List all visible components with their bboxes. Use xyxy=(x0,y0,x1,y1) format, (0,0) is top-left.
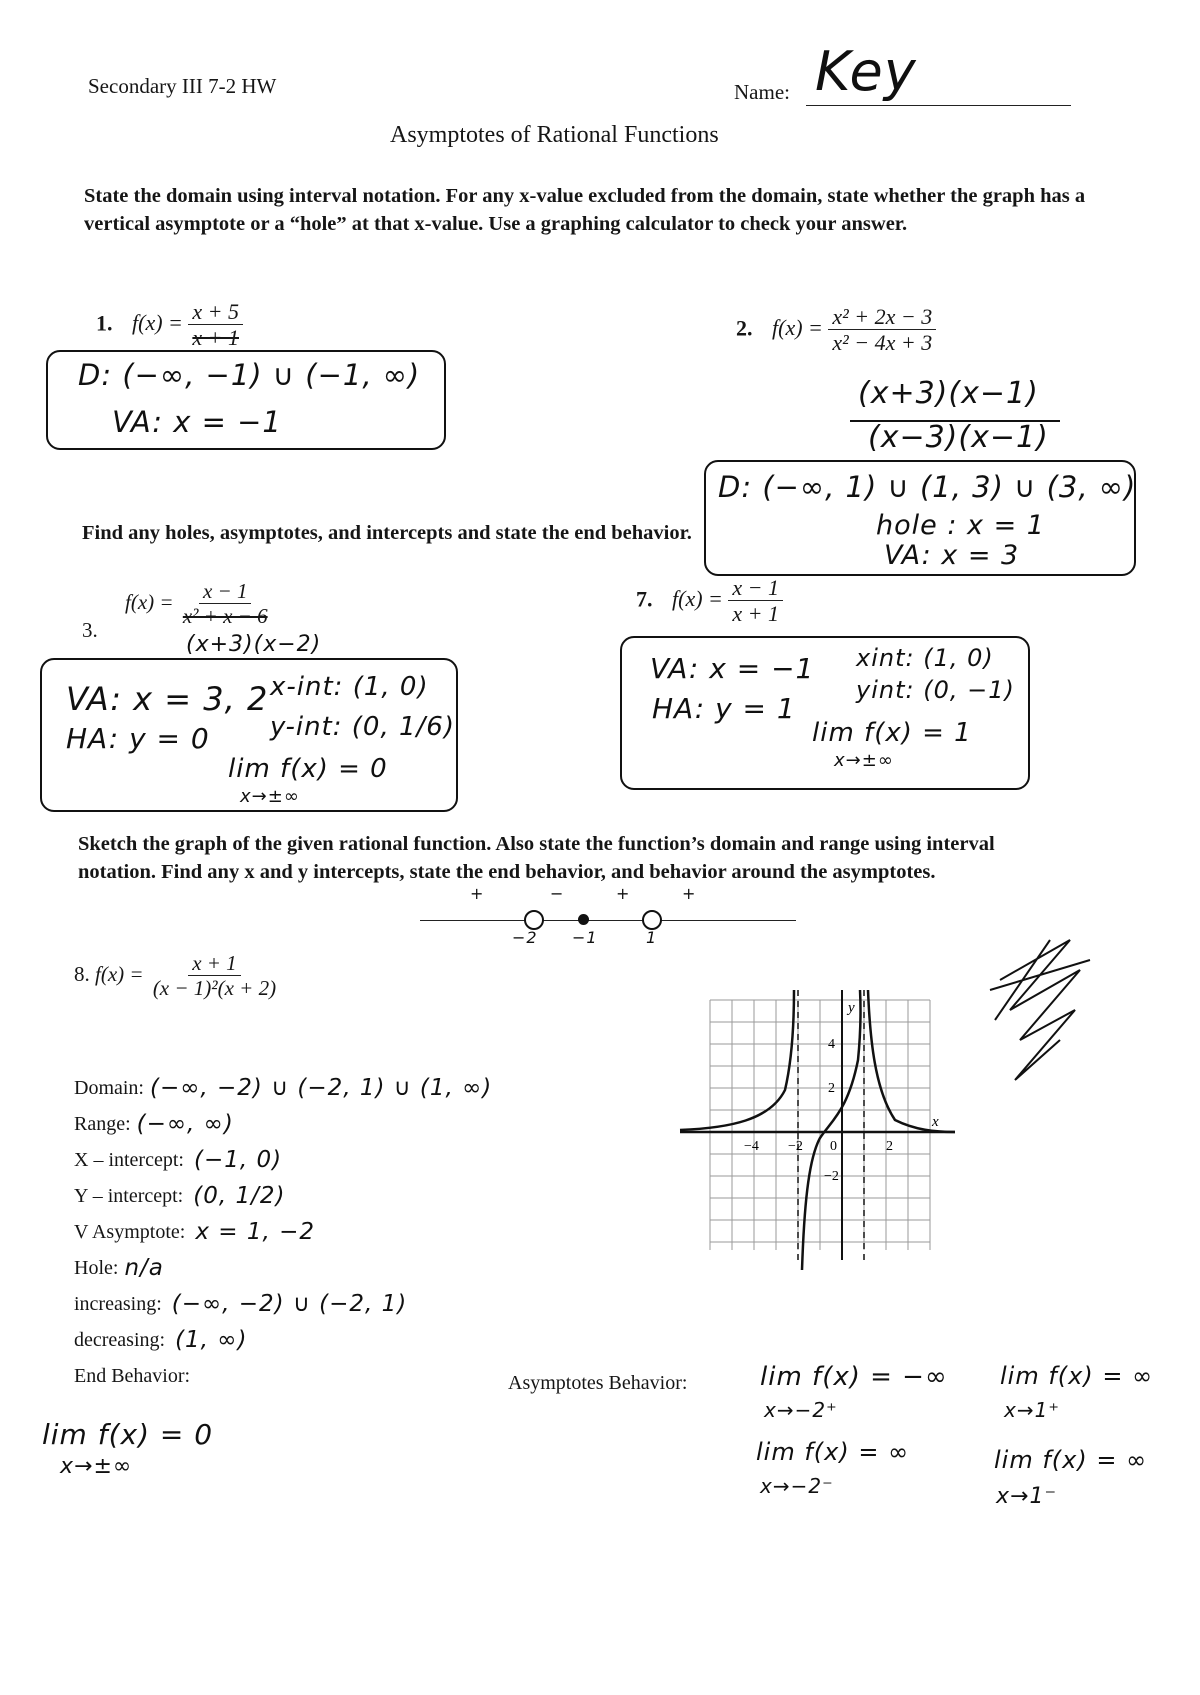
answer-value: (1, ∞) xyxy=(175,1327,248,1353)
sign-3: + xyxy=(616,884,631,903)
problem2-hole: hole : x = 1 xyxy=(876,510,1045,541)
answer-label: End Behavior: xyxy=(74,1364,191,1387)
sign-point-label-2: −1 xyxy=(572,928,598,947)
answer-value: (−1, 0) xyxy=(193,1147,283,1173)
graph-curve-right xyxy=(868,990,955,1132)
graph-tick-label: −2 xyxy=(788,1139,803,1154)
name-label: Name: xyxy=(734,80,790,104)
problem1-denominator: x + 1 xyxy=(192,325,239,351)
problem2-fraction xyxy=(828,305,936,355)
problem7-numerator: x − 1 xyxy=(728,576,783,601)
answer-label: decreasing: xyxy=(74,1328,166,1351)
problem2-factored-num: (x+3)(x−1) xyxy=(858,376,1039,411)
problem2-numerator: x² + 2x − 3 xyxy=(828,305,936,330)
problem8-fraction xyxy=(149,952,280,1000)
name-value: Key xyxy=(815,40,917,103)
problem1-domain: D: (−∞, −1) ∪ (−1, ∞) xyxy=(78,358,421,392)
sign-open-point-2 xyxy=(642,910,662,930)
problem1-fraction xyxy=(188,300,243,350)
name-underline xyxy=(806,105,1071,106)
graph-curve-middle xyxy=(802,990,861,1270)
problem8-numerator: x + 1 xyxy=(188,952,241,976)
problem3-numerator: x − 1 xyxy=(199,580,252,604)
answer-label: Hole: xyxy=(74,1256,119,1279)
end-behavior-lim: lim f(x) = 0 xyxy=(42,1418,214,1451)
asym-sub-1: x→−2⁺ xyxy=(764,1398,838,1422)
asym-lim-3: lim f(x) = ∞ xyxy=(756,1438,910,1466)
graph-tick-label: −4 xyxy=(744,1139,759,1154)
answer-label: V Asymptote: xyxy=(74,1220,186,1243)
sign-point-label-1: −2 xyxy=(512,928,538,947)
answer-label: Y – intercept: xyxy=(74,1184,184,1207)
problem3-va: VA: x = 3, 2 xyxy=(66,680,269,718)
problem7-yint: yint: (0, −1) xyxy=(856,676,1015,704)
problem7-label xyxy=(636,576,783,626)
problem8-denominator: (x − 1)²(x + 2) xyxy=(152,976,277,1001)
asym-sub-4: x→1⁻ xyxy=(996,1484,1058,1509)
problem8-answers xyxy=(74,1070,544,1394)
sign-closed-point xyxy=(578,914,589,925)
asym-lim-4: lim f(x) = ∞ xyxy=(994,1446,1148,1474)
problem1-label xyxy=(96,300,243,350)
problem7-xint: xint: (1, 0) xyxy=(856,644,994,672)
answer-value: n/a xyxy=(124,1255,164,1281)
answer-label: increasing: xyxy=(74,1292,162,1315)
problem3-xint: x-int: (1, 0) xyxy=(270,672,429,702)
problem7-ha: HA: y = 1 xyxy=(652,692,796,725)
problem2-domain: D: (−∞, 1) ∪ (1, 3) ∪ (3, ∞) xyxy=(718,470,1137,504)
graph-tick-label: 2 xyxy=(886,1139,893,1154)
problem8-label xyxy=(74,952,280,1000)
answer-row-hole xyxy=(74,1250,544,1286)
answer-row-v-asymptote xyxy=(74,1214,544,1250)
asym-sub-2: x→1⁺ xyxy=(1004,1398,1060,1422)
course-label: Secondary III 7-2 HW xyxy=(88,74,277,98)
problem8-number: 8. xyxy=(74,961,90,986)
problem3-ha: HA: y = 0 xyxy=(66,722,210,755)
problem3-lim-sub: x→±∞ xyxy=(240,786,300,807)
asym-lim-1: lim f(x) = −∞ xyxy=(760,1362,948,1392)
sign-point-label-3: 1 xyxy=(646,928,658,947)
graph-tick-label: −2 xyxy=(824,1169,839,1184)
problem7-lim-sub: x→±∞ xyxy=(834,750,894,771)
answer-row-domain xyxy=(74,1070,544,1106)
asym-sub-3: x→−2⁻ xyxy=(760,1474,834,1498)
graph-tick-label: 2 xyxy=(828,1081,835,1096)
asymptotes-behavior-label: Asymptotes Behavior: xyxy=(508,1372,688,1394)
answer-row-increasing xyxy=(74,1286,544,1322)
problem3-number: 3. xyxy=(82,617,98,642)
answer-row-y-intercept xyxy=(74,1178,544,1214)
sign-chart-line xyxy=(420,920,796,921)
problem1-numerator: x + 5 xyxy=(188,300,243,325)
answer-value: (−∞, −2) ∪ (−2, 1) ∪ (1, ∞) xyxy=(150,1075,493,1101)
answer-row-range xyxy=(74,1106,544,1142)
instructions-part3: Sketch the graph of the given rational function. Also state the function’s domain and range using interval notation. Find any x and y intercepts, state the end behavior, and behavior around the asymptotes. xyxy=(78,833,995,883)
problem7-denominator: x + 1 xyxy=(732,601,779,627)
problem2-lhs: f(x) = xyxy=(772,315,823,341)
sign-chart xyxy=(420,884,800,947)
answer-row-decreasing xyxy=(74,1322,544,1358)
end-behavior-sub: x→±∞ xyxy=(60,1454,133,1479)
problem7-number: 7. xyxy=(636,586,653,612)
sign-2: − xyxy=(550,884,565,903)
problem3-lim: lim f(x) = 0 xyxy=(228,754,388,784)
answer-value: (0, 1/2) xyxy=(193,1183,286,1209)
problem2-label xyxy=(736,305,936,355)
problem2-denominator: x² − 4x + 3 xyxy=(832,330,933,356)
scribble-mark xyxy=(980,920,1100,1090)
sign-1: + xyxy=(470,884,485,903)
problem7-lim: lim f(x) = 1 xyxy=(812,718,972,748)
graph-curve-left xyxy=(680,990,794,1130)
problem2-factored-den: (x−3)(x−1) xyxy=(868,420,1049,455)
asym-lim-2: lim f(x) = ∞ xyxy=(1000,1362,1154,1390)
problem1-lhs: f(x) = xyxy=(132,310,183,336)
answer-row-end-behavior xyxy=(74,1358,544,1394)
problem3-label xyxy=(82,579,272,642)
problem7-lhs: f(x) = xyxy=(672,586,723,612)
problem8-lhs: f(x) = xyxy=(95,961,144,986)
problem1-number: 1. xyxy=(96,310,113,336)
answer-value: x = 1, −2 xyxy=(195,1219,315,1245)
answer-label: Domain: xyxy=(74,1076,144,1099)
problem7-fraction xyxy=(728,576,783,626)
answer-label: X – intercept: xyxy=(74,1148,184,1171)
instructions-part1: State the domain using interval notation. For any x-value excluded from the domain, state whether the graph has a vertical asymptote or a “hole” at that x-value. Use a graphing calculator to check your answer. xyxy=(84,185,1086,235)
problem3-lhs: f(x) = xyxy=(125,589,174,614)
problem3-yint: y-int: (0, 1/6) xyxy=(270,712,455,742)
problem2-va: VA: x = 3 xyxy=(884,540,1020,571)
sign-open-point-1 xyxy=(524,910,544,930)
graph-tick-label: 4 xyxy=(828,1037,835,1052)
problem2-number: 2. xyxy=(736,315,753,341)
problem1-va: VA: x = −1 xyxy=(112,405,282,439)
sign-4: + xyxy=(682,884,697,903)
graph-axis-y-label: y xyxy=(848,1000,855,1016)
answer-row-x-intercept xyxy=(74,1142,544,1178)
problem8-graph xyxy=(670,960,970,1300)
answer-value: (−∞, −2) ∪ (−2, 1) xyxy=(171,1291,408,1317)
answer-label: Range: xyxy=(74,1112,131,1135)
graph-tick-label: 0 xyxy=(830,1139,837,1154)
graph-axis-x-label: x xyxy=(932,1114,939,1130)
answer-value: (−∞, ∞) xyxy=(136,1111,234,1137)
problem3-fraction xyxy=(179,580,272,628)
instructions-part2: Find any holes, asymptotes, and intercepts and state the end behavior. xyxy=(82,522,692,544)
graph-grid xyxy=(710,1000,930,1250)
problem3-denominator: x² + x − 6 xyxy=(182,604,268,629)
problem3-factored-den: (x+3)(x−2) xyxy=(186,632,322,657)
page-title: Asymptotes of Rational Functions xyxy=(390,122,719,148)
problem7-va: VA: x = −1 xyxy=(650,652,815,685)
